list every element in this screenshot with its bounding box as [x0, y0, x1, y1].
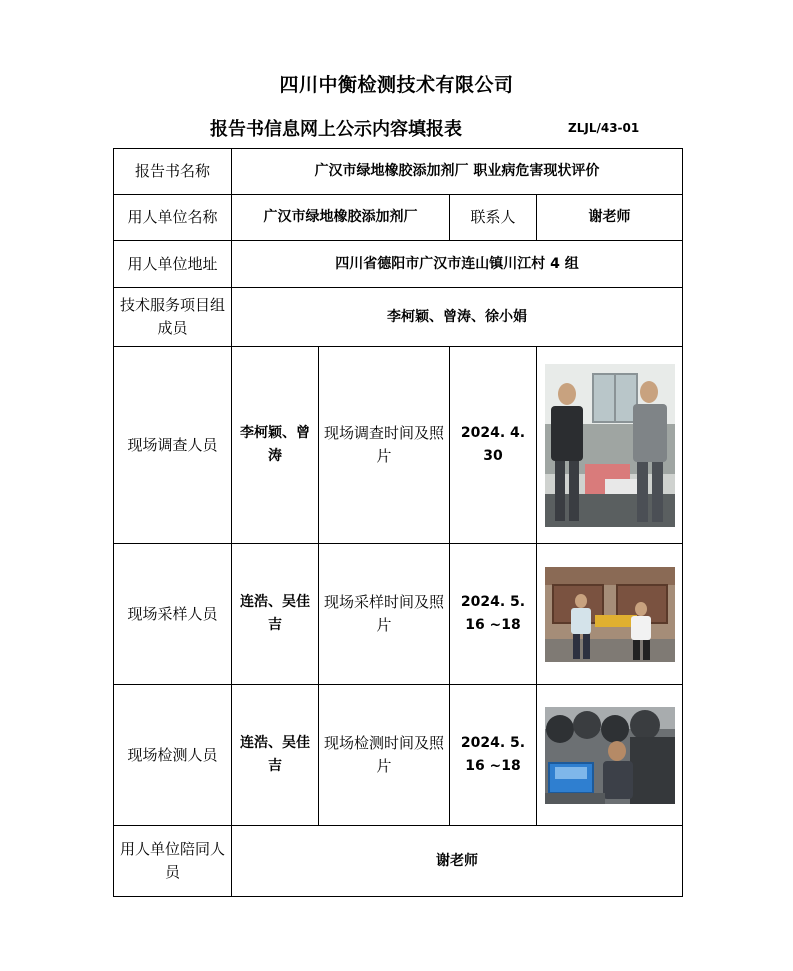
employer-address-value: 四川省德阳市广汉市连山镇川江村 4 组: [232, 241, 683, 288]
survey-label: 现场调查人员: [114, 347, 232, 544]
report-name-label: 报告书名称: [114, 149, 232, 195]
accompany-label: 用人单位陪同人员: [114, 826, 232, 897]
sampling-people: 连浩、吴佳吉: [232, 544, 319, 685]
company-name: 四川中衡检测技术有限公司: [279, 74, 514, 96]
survey-people: 李柯颖、曾涛: [232, 347, 319, 544]
contact-value: 谢老师: [537, 195, 683, 241]
sampling-photo-cell: [537, 544, 683, 685]
form-title: 报告书信息网上公示内容填报表: [210, 119, 462, 140]
survey-date: 2024. 4. 30: [450, 347, 537, 544]
survey-photo: [545, 364, 675, 527]
testing-label: 现场检测人员: [114, 685, 232, 826]
testing-date: 2024. 5. 16 ~18: [450, 685, 537, 826]
sampling-time-label: 现场采样时间及照片: [319, 544, 450, 685]
sampling-date: 2024. 5. 16 ~18: [450, 544, 537, 685]
row-team: [114, 288, 683, 347]
row-report-name: [114, 149, 683, 195]
row-employer-name: [114, 195, 683, 241]
contact-label: 联系人: [450, 195, 537, 241]
row-accompany: [114, 826, 683, 897]
row-sampling: [114, 544, 683, 685]
team-label: 技术服务项目组成员: [114, 288, 232, 347]
sampling-photo: [545, 567, 675, 662]
employer-name-value: 广汉市绿地橡胶添加剂厂: [232, 195, 450, 241]
accompany-value: 谢老师: [232, 826, 683, 897]
employer-address-label: 用人单位地址: [114, 241, 232, 288]
survey-time-label: 现场调查时间及照片: [319, 347, 450, 544]
testing-photo-cell: [537, 685, 683, 826]
row-survey: [114, 347, 683, 544]
testing-time-label: 现场检测时间及照片: [319, 685, 450, 826]
survey-photo-cell: [537, 347, 683, 544]
report-name-value: 广汉市绿地橡胶添加剂厂 职业病危害现状评价: [232, 149, 683, 195]
testing-photo: [545, 707, 675, 804]
testing-people: 连浩、吴佳吉: [232, 685, 319, 826]
employer-name-label: 用人单位名称: [114, 195, 232, 241]
info-table: [113, 148, 683, 897]
row-testing: [114, 685, 683, 826]
team-value: 李柯颖、曾涛、徐小娟: [232, 288, 683, 347]
document-code: ZLJL/43-01: [568, 121, 640, 135]
sampling-label: 现场采样人员: [114, 544, 232, 685]
row-employer-address: [114, 241, 683, 288]
